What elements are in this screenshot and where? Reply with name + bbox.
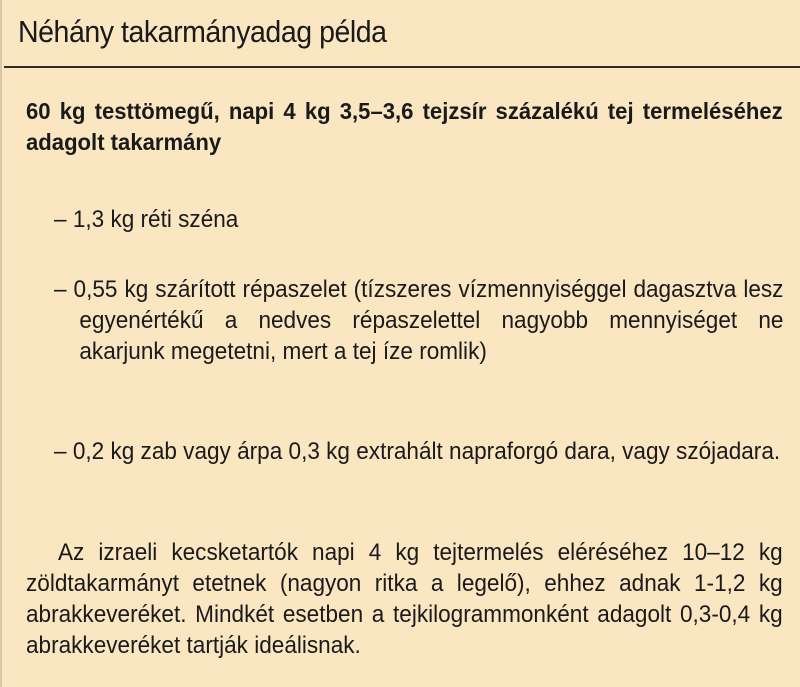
ration-item-grain: – 0,2 kg zab vagy árpa 0,3 kg extrahált napraforgó dara, vagy szójadara. — [54, 438, 781, 465]
ration-heading: 60 kg testtömegű, napi 4 kg 3,5–3,6 tejzsír százalékú tej termeléséhez adagolt takarmány — [26, 98, 783, 155]
title-divider — [4, 66, 800, 68]
israeli-paragraph: Az izraeli kecsketartók napi 4 kg tejtermelés eléréséhez 10–12 kg zöldtakarmányt etetnek (nagyon ritka a legelő), ehhez adnak 1-1,2 kg abrakkeveréket. Mindkét esetben a tejkilogrammonként adagolt 0,3-0,4 kg abrakkeveréket tartják ideálisnak. — [26, 539, 783, 659]
ration-item-beet-pulp: – 0,55 kg szárított répaszelet (tízszeres vízmennyiséggel dagasztva lesz egyenértékű a nedves répaszelettel nagyobb mennyiséget ne akarjunk megetetni, mert a tej íze romlik) — [54, 276, 784, 365]
box-title: Néhány takarmányadag példa — [18, 14, 387, 49]
ration-item-hay: – 1,3 kg réti széna — [54, 206, 239, 233]
